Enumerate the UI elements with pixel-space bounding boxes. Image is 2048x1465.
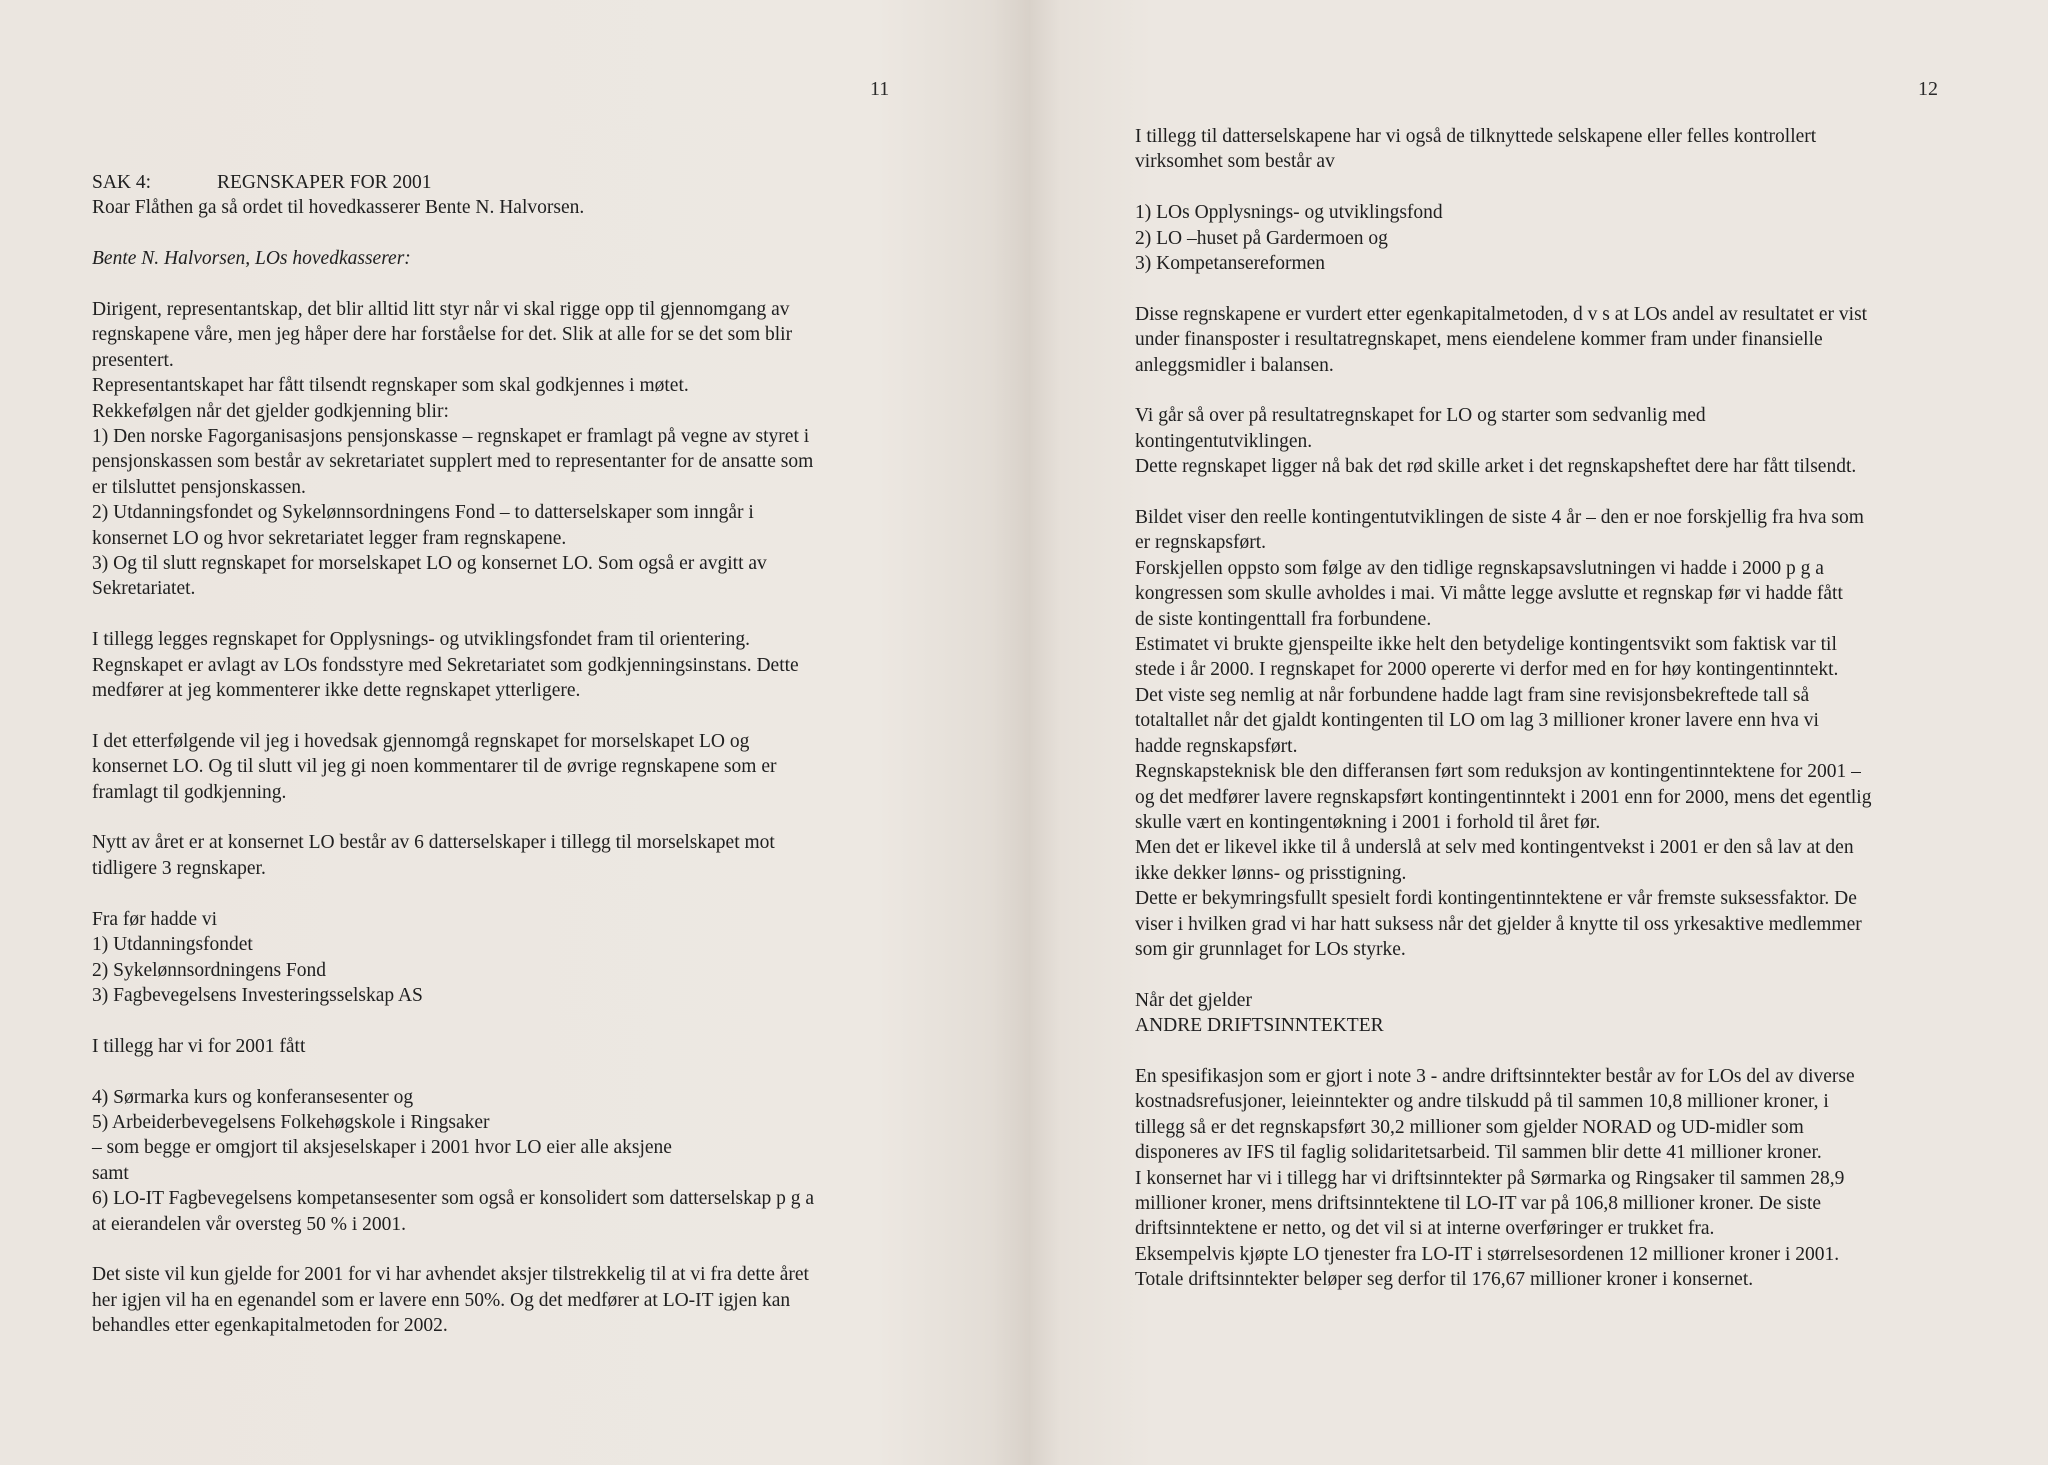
paragraph-gap xyxy=(1135,276,1965,301)
paragraph: 1) LOs Opplysnings- og utviklingsfond 2) LO –huset på Gardermoen og 3) Kompetansereformen xyxy=(1135,202,1443,275)
paragraph-gap xyxy=(92,703,892,728)
paragraph-gap xyxy=(92,1059,892,1084)
paragraph: Det siste vil kun gjelde for 2001 for vi har avhendet aksjer tilstrekkelig til at vi fra dette året her igjen vil ha en egenandel som er lavere enn 50%. Og det medfører at LO-IT igjen kan behandles etter egenkapitalmetoden for 2002. xyxy=(92,1264,809,1337)
paragraph: 4) Sørmarka kurs og konferansesenter og 5) Arbeiderbevegelsens Folkehøgskole i Ringsaker – som begge er omgjort til aksjeselskaper i 2001 hvor LO eier alle aksjene samt 6) LO-IT Fagbevegelsens kompetansesenter som også er konsolidert som datterselskap p g a at eierandelen vår oversteg 50 % i 2001. xyxy=(92,1086,815,1235)
agenda-item-heading xyxy=(92,170,892,195)
paragraph-gap xyxy=(92,805,892,830)
paragraph-gap xyxy=(1135,378,1965,403)
paragraph: Nytt av året er at konsernet LO består av 6 datterselskaper i tillegg til morselskapet mot tidligere 3 regnskaper. xyxy=(92,832,775,879)
paragraph-gap xyxy=(92,1008,892,1033)
speaker-heading: Bente N. Halvorsen, LOs hovedkasserer: xyxy=(92,248,411,270)
paragraph-gap xyxy=(92,602,892,627)
paragraph-gap xyxy=(92,881,892,906)
paragraph: Bildet viser den reelle kontingentutviklingen de siste 4 år – den er noe forskjellig fra hva som er regnskapsført. Forskjellen oppsto som følge av den tidlige regnskapsavslutningen vi hadde i 2000 p g a kongressen som skulle avholdes i mai. Vi måtte legge avslutte et regnskap før vi hadde fått de siste kontingenttall fra forbundene. Estimatet vi brukte gjenspeilte ikke helt den betydelige kontingentsvikt som faktisk var til stede i år 2000. I regnskapet for 2000 opererte vi derfor med en for høy kontingentinntekt. Det viste seg nemlig at når forbundene hadde lagt fram sine revisjonsbekreftede tall så totaltallet når det gjaldt kontingenten til LO om lag 3 millioner kroner lavere enn hva vi hadde regnskapsført. Regnskapsteknisk ble den differansen ført som reduksjon av kontingentinntektene for 2001 – og det medfører lavere regnskapsført kontingentinntekt i 2001 enn for 2000, mens det egentlig skulle vært en kontingentøkning i 2001 i forhold til året før. Men det er likevel ikke til å underslå at selv med kontingentvekst i 2001 er den så lav at den ikke dekker lønns- og prisstigning. Dette er bekymringsfullt spesielt fordi kontingentinntektene er vår fremste suksessfaktor. De viser i hvilken grad vi har hatt suksess når det gjelder å knytte til oss yrkesaktive medlemmer som gir grunnlaget for LOs styrke. xyxy=(1135,507,1872,960)
agenda-item-title: REGNSKAPER FOR 2001 xyxy=(217,172,432,193)
right-page xyxy=(1030,0,2048,1465)
paragraph: Roar Flåthen ga så ordet til hovedkasserer Bente N. Halvorsen. xyxy=(92,197,585,219)
page-number: 11 xyxy=(870,78,890,100)
paragraph: I tillegg til datterselskapene har vi også de tilknyttede selskapene eller felles kontrollert virksomhet som består av xyxy=(1135,126,1817,173)
right-page-text xyxy=(1135,124,1965,1293)
section-heading: Når det gjelder ANDRE DRIFTSINNTEKTER xyxy=(1135,989,1384,1037)
agenda-item-number: SAK 4: xyxy=(92,172,152,193)
page-number: 12 xyxy=(1918,78,1938,100)
paragraph-gap xyxy=(1135,962,1965,987)
paragraph-gap xyxy=(92,1237,892,1262)
paragraph-gap xyxy=(1135,480,1965,505)
paragraph: Fra før hadde vi 1) Utdanningsfondet 2) Sykelønnsordningens Fond 3) Fagbevegelsens Investeringsselskap AS xyxy=(92,908,423,1006)
paragraph-gap xyxy=(1135,1039,1965,1064)
left-page-text xyxy=(92,170,892,1339)
paragraph-gap xyxy=(92,221,892,246)
paragraph: I tillegg har vi for 2001 fått xyxy=(92,1035,306,1057)
paragraph: Disse regnskapene er vurdert etter egenkapitalmetoden, d v s at LOs andel av resultatet er vist under finansposter i resultatregnskapet, mens eiendelene kommer fram under finansielle anleggsmidler i balansen. xyxy=(1135,303,1868,376)
paragraph: I tillegg legges regnskapet for Opplysnings- og utviklingsfondet fram til orientering. Regnskapet er avlagt av LOs fondsstyre med Sekretariatet som godkjenningsinstans. Dette medfører at jeg kommenterer ikke dette regnskapet ytterligere. xyxy=(92,629,799,702)
paragraph: En spesifikasjon som er gjort i note 3 - andre driftsinntekter består av for LOs del av diverse kostnadsrefusjoner, leieinntekter og andre tilskudd på til sammen 10,8 millioner kroner, i tillegg så er det regnskapsført 30,2 millioner som gjelder NORAD og UD-midler som disponeres av IFS til faglig solidaritetsarbeid. Til sammen blir dette 41 millioner kroner. I konsernet har vi i tillegg har vi driftsinntekter på Sørmarka og Ringsaker til sammen 28,9 millioner kroner, mens driftsinntektene til LO-IT var på 106,8 millioner kroner. De siste driftsinntektene er netto, og det vil si at interne overføringer er trukket fra. Eksempelvis kjøpte LO tjenester fra LO-IT i størrelsesordenen 12 millioner kroner i 2001. Totale driftsinntekter beløper seg derfor til 176,67 millioner kroner i konsernet. xyxy=(1135,1065,1855,1291)
paragraph: I det etterfølgende vil jeg i hovedsak gjennomgå regnskapet for morselskapet LO og konsernet LO. Og til slutt vil jeg gi noen kommentarer til de øvrige regnskapene som er framlagt til godkjenning. xyxy=(92,730,777,803)
paragraph-gap xyxy=(1135,175,1965,200)
paragraph: Vi går så over på resultatregnskapet for LO og starter som sedvanlig med kontingentutviklingen. Dette regnskapet ligger nå bak det rød skille arket i det regnskapsheftet dere har fått tilsendt. xyxy=(1135,405,1857,478)
paragraph-gap xyxy=(92,272,892,297)
paragraph: Dirigent, representantskap, det blir alltid litt styr når vi skal rigge opp til gjennomgang av regnskapene våre, men jeg håper dere har forståelse for det. Slik at alle for se det som blir presentert. Representantskapet har fått tilsendt regnskaper som skal godkjennes i møtet. Rekkefølgen når det gjelder godkjenning blir: 1) Den norske Fagorganisasjons pensjonskasse – regnskapet er framlagt på vegne av styret i pensjonskassen som består av sekretariatet supplert med to representanter for de ansatte som er tilsluttet pensjonskassen. 2) Utdanningsfondet og Sykelønnsordningens Fond – to datterselskaper som inngår i konsernet LO og hvor sekretariatet legger fram regnskapene. 3) Og til slutt regnskapet for morselskapet LO og konsernet LO. Som også er avgitt av Sekretariatet. xyxy=(92,299,814,600)
